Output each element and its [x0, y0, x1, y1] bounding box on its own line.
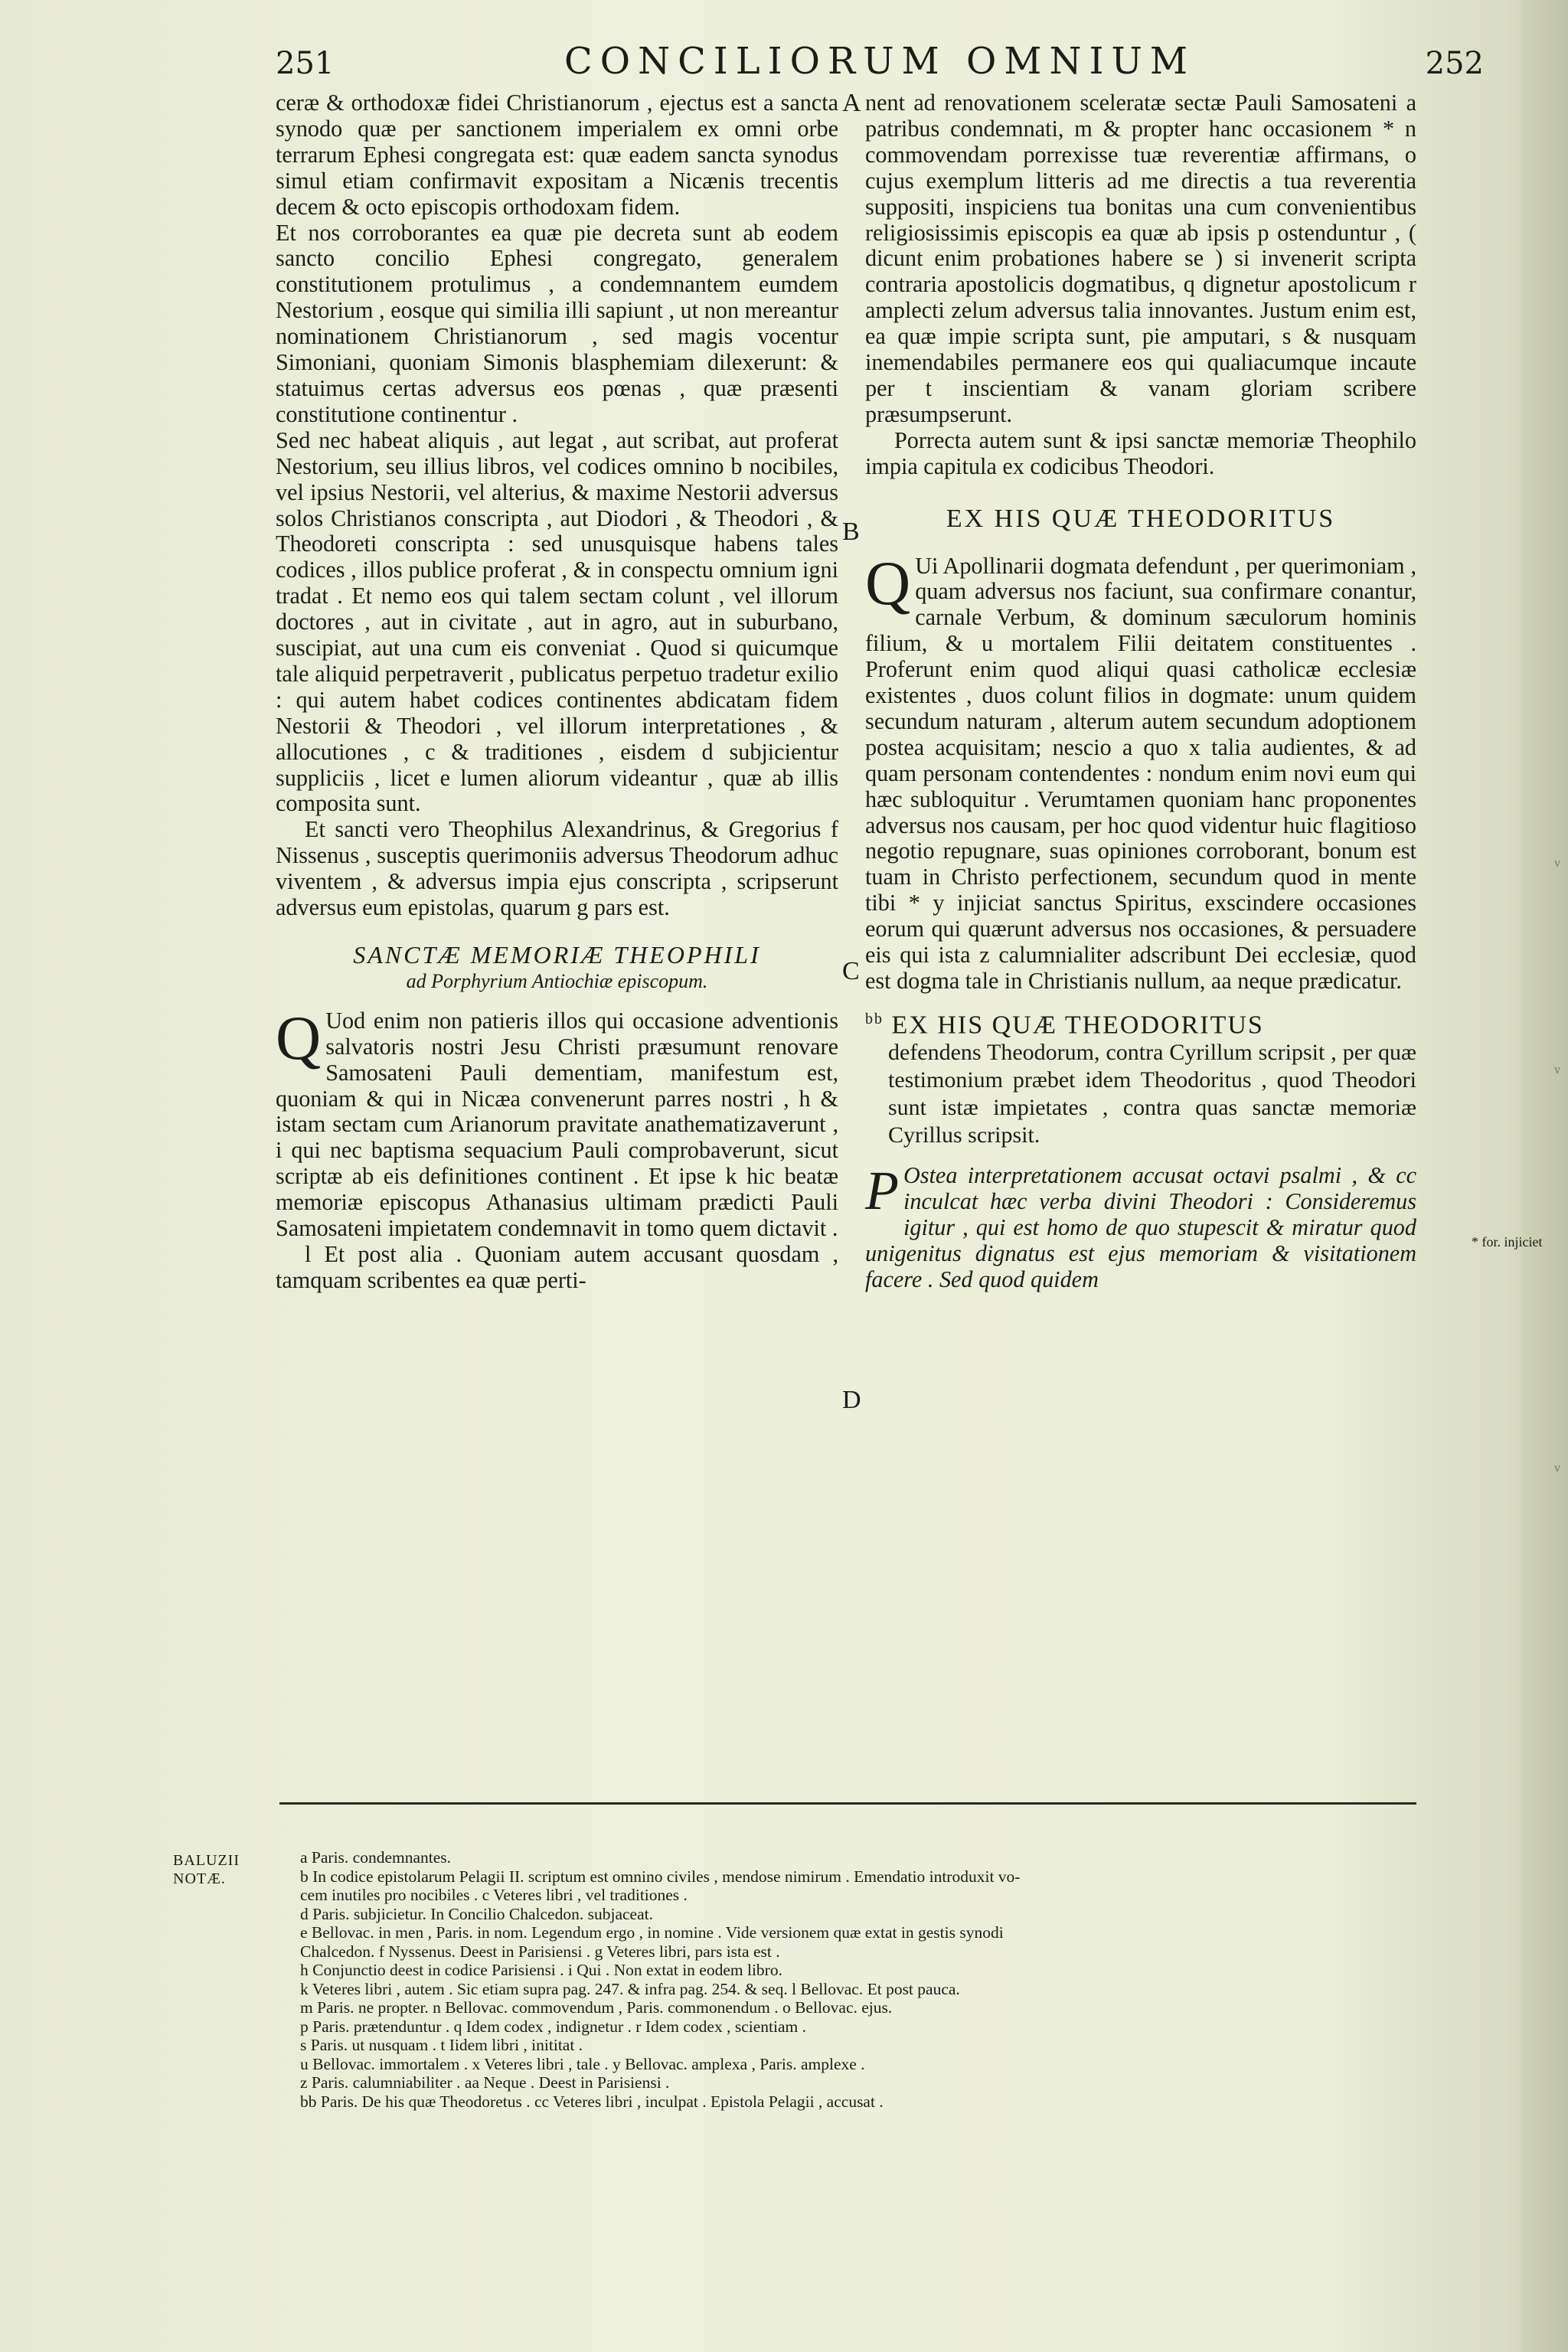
page-header: [276, 37, 1484, 90]
margin-letter: C: [842, 957, 860, 985]
section-heading-block: [865, 1005, 1416, 1149]
adjacent-page-edge: [1522, 0, 1568, 2352]
footnote-rule: [279, 1802, 1416, 1805]
paragraph-text: Ostea interpretationem accusat octavi psalmi , & cc inculcat hæc verba divini Theodori : Consideremus igitur , qui est homo de quo stupescit & miratur quod unigenitus dignatus est ejus memoriam & visitationem facere . Sed quod quidem: [865, 1162, 1416, 1292]
notes-label-line: NOTÆ.: [173, 1870, 226, 1887]
footnote-line: a Paris. condemnantes.: [300, 1848, 452, 1867]
paragraph-text: Ui Apollinarii dogmata defendunt , per querimoniam , quam adversus nos faciunt, sua confirmare conantur, carnale Verbum, & dominum sæculorum hominis filium, & u mortalem Filii deitatem constituentes . Proferunt enim quod aliqui quasi catholicæ ecclesiæ existentes , duos colunt filios in dogmate: unum quidem secundum naturam , alterum autem secundum adoptionem postea acquisitam; nescio a quo x talia audientes, & ad quam personam contendentes : nondum enim novi eum qui hæc subloquitur . Verumtamen quoniam hanc proponentes adversus nos causam, per hoc quod videntur huic flagitioso negotio repugnare, suas opiniones corroborant, bonum est tuam in Christo perfectionem, secundum quod in mente tibi * y injiciat sanctus Spiritus, exscindere occasiones eorum qui quærunt adversus nos occasiones, & persuadere eis qui ista z calumnialiter adscribunt Dei ecclesiæ, quod est dogma tale in Christianis nullum, aa neque prædicatur.: [865, 552, 1416, 994]
running-title: CONCILIORUM OMNIUM: [564, 40, 1195, 83]
paragraph: Porrecta autem sunt & ipsi sanctæ memoriæ Theophilo impia capitula ex codicibus Theodori.: [865, 426, 1416, 479]
notes-label-line: BALUZII: [173, 1852, 240, 1869]
section-heading: EX HIS QUÆ THEODORITUS: [891, 1011, 1264, 1040]
footnote-line: k Veteres libri , autem . Sic etiam supra pag. 247. & infra pag. 254. & seq. l Bellovac. Et post pauca.: [300, 1979, 960, 1998]
edge-mark: v: [1554, 1462, 1560, 1475]
paragraph-text: Uod enim non patieris illos qui occasione adventionis salvatoris nostri Jesu Christi præsumunt renovare Samosateni Pauli dementiam, manifestum est, quoniam & qui in Nicæa convenerunt parres nostri , h & istam sectam cum Arianorum pravitate anathematizaverunt , i qui nec baptisma sequacium Pauli comprobaverunt, sicut scriptæ ab eis definitiones continent . Et ipse k hic beatæ memoriæ episcopus Athanasius ultimam prædicti Pauli Samosateni impietatem condemnavit in tomo quem dictavit .: [276, 1007, 838, 1242]
footnote-line: cem inutiles pro nocibiles . c Veteres libri , vel traditiones .: [300, 1886, 688, 1904]
drop-cap: Q: [865, 547, 911, 618]
notes-label: [173, 1851, 240, 1888]
footnote-line: s Paris. ut nusquam . t Iidem libri , inititat .: [300, 2036, 583, 2054]
footnote-line: bb Paris. De his quæ Theodoretus . cc Veteres libri , inculpat . Epistola Pelagii , accusat .: [300, 2092, 884, 2111]
footnote-line: m Paris. ne propter. n Bellovac. commovendum , Paris. commonendum . o Bellovac. ejus.: [300, 1998, 893, 2017]
paragraph: [865, 1160, 1416, 1293]
margin-letter: A: [842, 89, 861, 117]
paragraph: l Et post alia . Quoniam autem accusant quosdam , tamquam scribentes ea quæ perti-: [276, 1240, 838, 1293]
footnotes: [300, 1848, 1410, 2111]
footnote-line: u Bellovac. immortalem . x Veteres libri , tale . y Bellovac. amplexa , Paris. amplexe .: [300, 2054, 865, 2073]
marginal-note: * for. injiciet: [1472, 1234, 1543, 1250]
margin-letter: B: [842, 518, 860, 546]
section-subheading: ad Porphyrium Antiochiæ episcopum.: [406, 969, 708, 992]
drop-cap: Q: [276, 1002, 322, 1073]
paragraph: Sed nec habeat aliquis , aut legat , aut scribat, aut proferat Nestorium, seu illius libros, vel codices omnino b nocibiles, vel ipsius Nestorii, vel alterius, & maxime Nestorii adversus solos Christianos conscripta , aut Diodori , & Theodori , & Theodoreti conscripta : sed unusquisque habens tales codices , illos publice proferat , & in conspectu omnium igni tradat . Et nemo eos qui talem sectam colunt , vel illorum doctores , aut in civitate , aut in agro, aut in suburbano, suscipiat, aut una cum eis conveniat . Quod si quicumque tale aliquid perpetraverit , publicatus perpetuo tradetur exilio : qui autem habet codices continentes abdicatam fidem Nestorii & Theodori , vel illorum interpretationes , & allocutiones , c & traditiones , eisdem d subjicientur suppliciis , licet e lumen aliorum videantur , quæ ab illis composita sunt.: [276, 426, 838, 817]
margin-letter: D: [842, 1386, 861, 1414]
paragraph: nent ad renovationem sceleratæ sectæ Pauli Samosateni a patribus condemnati, m & propter hanc occasionem * n commovendam porrexisse tuæ reverentiæ affirmans, o cujus exemplum litteris ad me directis a tua reverentia suppositi, inspiciens tua bonitas una cum convenientibus religiosissimis episcopis ea quæ ab ipsis p ostenduntur , ( dicunt enim probationes habere se ) si invenerit scripta contraria apostolicis dogmatibus, q dignetur apostolicum r amplecti zelum adversus talia innovantes. Justum enim est, ea quæ impie scripta sunt, pie amputari, s & nusquam inemendabiles permanere eos qui qualiacumque incaute per t inscientiam & vanam gloriam scribere præsumpserunt.: [865, 90, 1416, 427]
footnote-line: b In codice epistolarum Pelagii II. scriptum est omnino civiles , mendose nimirum . Emendatio introduxit vo-: [300, 1867, 1021, 1886]
edge-mark: v: [1554, 1064, 1560, 1076]
drop-cap: P: [865, 1160, 899, 1222]
footnote-line: z Paris. calumniabiliter . aa Neque . Deest in Parisiensi .: [300, 2073, 670, 2092]
paragraph: Et sancti vero Theophilus Alexandrinus, & Gregorius f Nissenus , susceptis querimoniis adversus Theodorum adhuc viventem , & adversus impia ejus conscripta , scripserunt adversus eum epistolas, quarum g pars est.: [276, 816, 838, 921]
page-number-left: 251: [276, 46, 335, 81]
section-heading: SANCTÆ MEMORIÆ THEOPHILI: [353, 941, 761, 969]
page-number-right: 252: [1425, 46, 1484, 81]
paragraph: ceræ & orthodoxæ fidei Christianorum , ejectus est a sancta synodo quæ per sanctionem imperialem ex omni orbe terrarum Ephesi congregata est: quæ eadem sancta synodus simul etiam confirmavit expositam a Nicænis trecentis decem & octo episcopis orthodoxam fidem.: [276, 90, 838, 220]
footnote-line: Chalcedon. f Nyssenus. Deest in Parisiensi . g Veteres libri, pars ista est .: [300, 1942, 780, 1961]
section-heading: EX HIS QUÆ THEODORITUS: [946, 504, 1336, 533]
footnote-line: p Paris. prætenduntur . q Idem codex , indignetur . r Idem codex , scientiam .: [300, 2017, 806, 2036]
footnote-marker: bb: [865, 1010, 884, 1027]
right-column: [865, 90, 1416, 1293]
paragraph: Et nos corroborantes ea quæ pie decreta sunt ab eodem sancto concilio Ephesi congregato, generalem constitutionem protulimus , a condemnantem eumdem Nestorium , eosque qui similia illi sapiunt , ut non mereantur nominationem Christianorum , sed magis vocentur Simoniani, quoniam Simonis blasphemiam dilexerunt: & statuimus certas adversus eos pœnas , quæ præsenti constitutione continentur .: [276, 219, 838, 427]
paragraph: [276, 1002, 838, 1242]
footnote-line: d Paris. subjicietur. In Concilio Chalcedon. subjaceat.: [300, 1904, 653, 1923]
footnote-line: h Conjunctio deest in codice Parisiensi . i Qui . Non extat in eodem libro.: [300, 1961, 782, 1979]
paragraph: [865, 547, 1416, 995]
left-column: [276, 90, 838, 1294]
heading-continuation: defendens Theodorum, contra Cyrillum scripsit , per quæ testimonium præbet idem Theodoritus , quod Theodori sunt istæ impietates , contra quas sanctæ memoriæ Cyrillus scripsit.: [888, 1040, 1416, 1148]
footnote-line: e Bellovac. in men , Paris. in nom. Legendum ergo , in nomine . Vide versionem quæ extat in gestis synodi: [300, 1923, 1004, 1942]
edge-mark: v: [1554, 858, 1560, 870]
